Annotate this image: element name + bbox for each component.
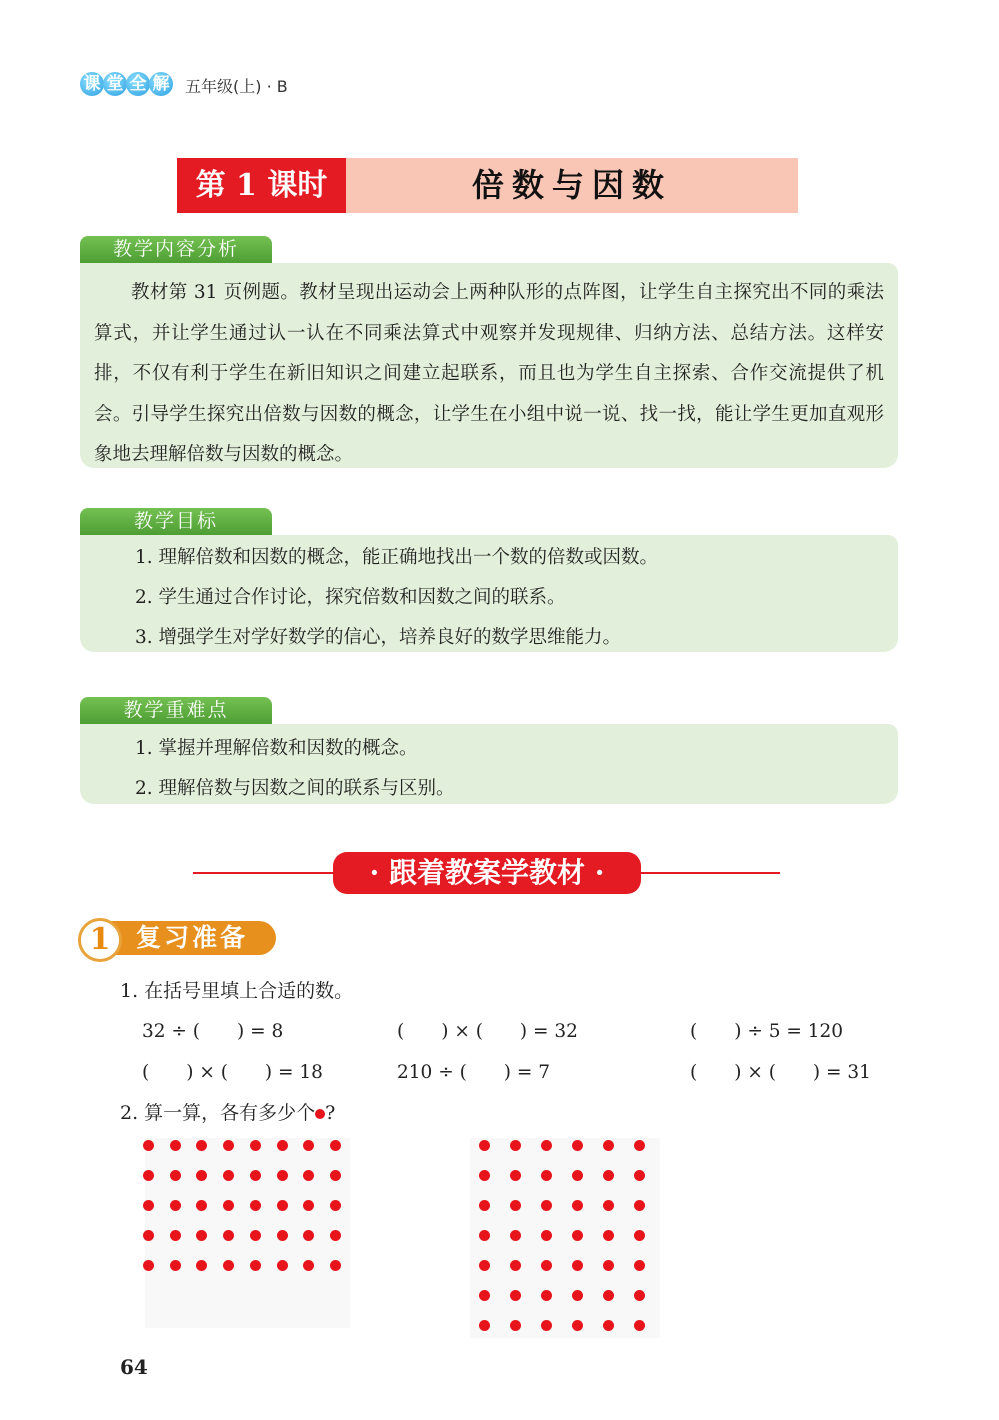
red-dot <box>510 1140 521 1151</box>
red-dot <box>541 1260 552 1271</box>
red-dot <box>479 1320 490 1331</box>
goals-box <box>80 535 898 652</box>
grade-label: 五年级(上) · B <box>185 77 288 96</box>
key-point-item: 2. 理解倍数与因数之间的联系与区别。 <box>135 778 455 799</box>
red-dot <box>634 1230 645 1241</box>
red-dot <box>277 1140 288 1151</box>
question-1: 1. 在括号里填上合适的数。 <box>120 980 354 1002</box>
analysis-paragraph: 教材第 31 页例题。教材呈现出运动会上两种队形的点阵图，让学生自主探究出不同的乘法算式，并让学生通过认一认在不同乘法算式中观察并发现规律、归纳方法、总结方法。这样安排，不仅有利于学生在新旧知识之间建立起联系，而且也为学生自主探索、合作交流提供了机会。引导学生探究出倍数与因数的概念，让学生在小组中说一说、找一找，能让学生更加直观形象地去理解倍数与因数的概念。 <box>94 282 884 465</box>
red-dot <box>479 1140 490 1151</box>
section-number: 1 <box>78 918 122 962</box>
red-dot <box>170 1260 181 1271</box>
red-dot <box>572 1260 583 1271</box>
red-dot <box>634 1290 645 1301</box>
equation: ( ) × ( ) = 32 <box>397 1021 578 1042</box>
red-dot <box>250 1200 261 1211</box>
logo-char: 堂 <box>103 72 127 96</box>
dot-grid-bg <box>470 1138 660 1338</box>
red-dot <box>479 1170 490 1181</box>
red-dot <box>572 1320 583 1331</box>
equation: 32 ÷ ( ) = 8 <box>142 1021 284 1042</box>
red-dot <box>634 1320 645 1331</box>
red-dot <box>603 1320 614 1331</box>
red-dot <box>330 1260 341 1271</box>
section-tab: 教学目标 <box>80 508 272 535</box>
red-dot <box>250 1230 261 1241</box>
red-dot <box>277 1200 288 1211</box>
red-dot <box>143 1230 154 1241</box>
red-dot <box>479 1260 490 1271</box>
logo-char: 解 <box>149 72 173 96</box>
red-dot <box>603 1200 614 1211</box>
red-dot <box>170 1140 181 1151</box>
equation: ( ) × ( ) = 18 <box>142 1062 323 1083</box>
lesson-banner <box>177 158 798 213</box>
red-dot <box>479 1200 490 1211</box>
red-dot <box>572 1200 583 1211</box>
red-dot <box>330 1230 341 1241</box>
red-dot <box>510 1170 521 1181</box>
red-dot <box>143 1140 154 1151</box>
red-dot <box>634 1260 645 1271</box>
red-dot <box>330 1200 341 1211</box>
red-dot <box>603 1140 614 1151</box>
red-dot <box>510 1290 521 1301</box>
red-dot <box>510 1200 521 1211</box>
content-analysis-box <box>80 263 898 468</box>
red-dot <box>170 1200 181 1211</box>
red-dot <box>143 1200 154 1211</box>
red-dot <box>479 1290 490 1301</box>
red-dot <box>250 1260 261 1271</box>
lesson-title: 倍数与因数 <box>471 166 672 204</box>
red-dot <box>634 1170 645 1181</box>
red-dot <box>572 1290 583 1301</box>
red-dot <box>603 1260 614 1271</box>
equation: ( ) ÷ 5 = 120 <box>690 1021 844 1042</box>
red-dot <box>634 1140 645 1151</box>
red-dot <box>541 1320 552 1331</box>
red-dot <box>510 1230 521 1241</box>
red-dot <box>479 1230 490 1241</box>
red-dot <box>170 1230 181 1241</box>
red-dot <box>330 1140 341 1151</box>
question-2-text: 2. 算一算，各有多少个 <box>120 1102 316 1124</box>
section-tab: 教学内容分析 <box>80 236 272 263</box>
red-dot <box>277 1260 288 1271</box>
goal-item: 3. 增强学生对学好数学的信心，培养良好的数学思维能力。 <box>135 627 622 648</box>
red-dot <box>170 1170 181 1181</box>
red-dot <box>330 1170 341 1181</box>
section-label: 复习准备 <box>106 921 276 955</box>
logo-char: 课 <box>80 72 104 96</box>
red-dot-icon <box>315 1109 325 1119</box>
red-dot <box>572 1230 583 1241</box>
red-dot <box>143 1260 154 1271</box>
key-points-box <box>80 724 898 804</box>
red-dot <box>250 1170 261 1181</box>
key-point-item: 1. 掌握并理解倍数和因数的概念。 <box>135 738 418 759</box>
red-dot <box>541 1170 552 1181</box>
logo-char: 全 <box>126 72 150 96</box>
goal-item: 2. 学生通过合作讨论，探究倍数和因数之间的联系。 <box>135 587 566 608</box>
lesson-number: 第 1 课时 <box>177 158 346 213</box>
section-tab: 教学重难点 <box>80 697 272 724</box>
divider-label: · 跟着教案学教材 · <box>333 852 641 894</box>
red-dot <box>603 1230 614 1241</box>
equation: 210 ÷ ( ) = 7 <box>397 1062 551 1083</box>
equation: ( ) × ( ) = 31 <box>690 1062 871 1083</box>
red-dot <box>277 1170 288 1181</box>
goal-item: 1. 理解倍数和因数的概念，能正确地找出一个数的倍数或因数。 <box>135 547 659 568</box>
red-dot <box>277 1230 288 1241</box>
red-dot <box>541 1140 552 1151</box>
red-dot <box>603 1290 614 1301</box>
red-dot <box>572 1170 583 1181</box>
red-dot <box>541 1290 552 1301</box>
logo <box>80 72 172 96</box>
red-dot <box>572 1140 583 1151</box>
red-dot <box>603 1170 614 1181</box>
red-dot <box>634 1200 645 1211</box>
red-dot <box>250 1140 261 1151</box>
page-number: 64 <box>120 1355 148 1379</box>
red-dot <box>541 1200 552 1211</box>
question-mark: ? <box>325 1102 336 1124</box>
red-dot <box>510 1320 521 1331</box>
red-dot <box>541 1230 552 1241</box>
red-dot <box>143 1170 154 1181</box>
question-2 <box>120 1098 335 1125</box>
red-dot <box>510 1260 521 1271</box>
